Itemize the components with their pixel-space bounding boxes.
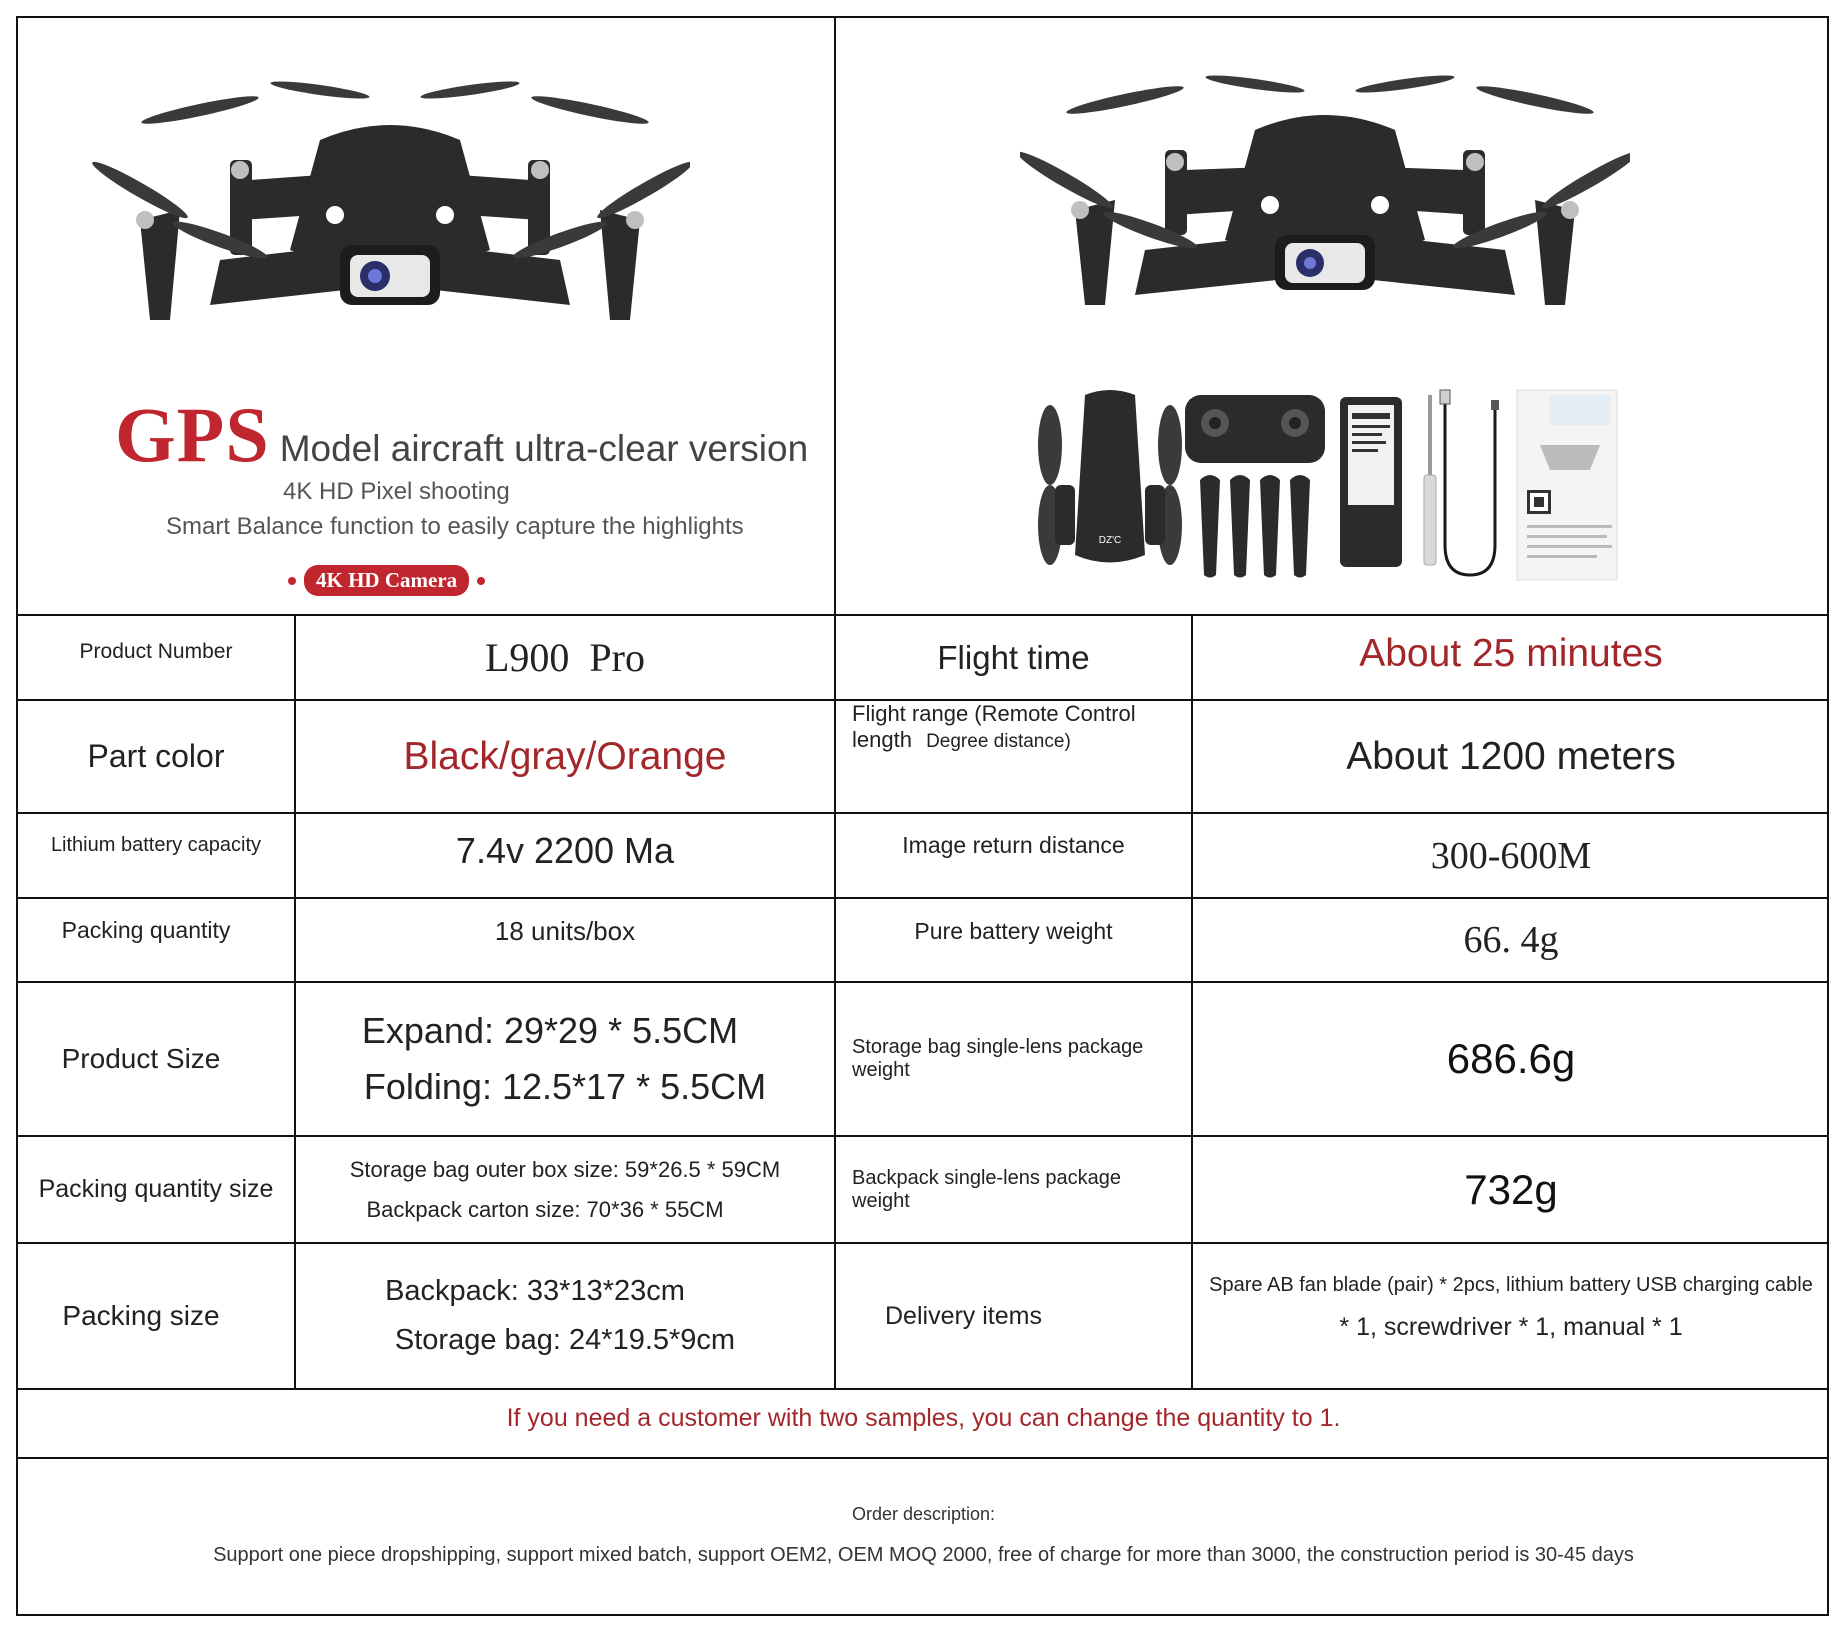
storage-bag-weight-label: Storage bag single-lens package weight xyxy=(852,1036,1144,1081)
flight-time-value: About 25 minutes xyxy=(1359,632,1663,675)
badge-dot xyxy=(288,577,296,585)
spare-propellers xyxy=(1200,475,1310,578)
product-size-label: Product Size xyxy=(61,1043,221,1074)
delivery-items-label: Delivery items xyxy=(885,1301,1042,1330)
product-number-value: L900 Pro xyxy=(485,635,645,680)
package-contents-image xyxy=(1030,385,1620,585)
product-size-value xyxy=(296,983,834,1135)
packing-quantity-size-value xyxy=(296,1137,834,1242)
flight-range-value: About 1200 meters xyxy=(1346,734,1676,778)
delivery-items-value xyxy=(1193,1244,1829,1388)
storage-bag-weight-value: 686.6g xyxy=(1446,1035,1576,1082)
product-number-label: Product Number xyxy=(79,640,233,663)
flight-range-label-length: length xyxy=(852,727,912,752)
screwdriver xyxy=(1424,395,1436,565)
battery-weight-label: Pure battery weight xyxy=(914,917,1113,944)
battery-capacity-label: Lithium battery capacity xyxy=(50,834,262,856)
order-description-title: Order description: xyxy=(851,1503,996,1524)
flight-range-label-line1: Flight range (Remote Control xyxy=(852,701,1136,726)
packing-size-label: Packing size xyxy=(62,1300,220,1331)
part-color-label: Part color xyxy=(87,738,225,774)
usb-cable xyxy=(1445,400,1495,575)
battery-capacity-value: 7.4v 2200 Ma xyxy=(455,829,675,871)
storage-bag-size: Storage bag: 24*19.5*9cm xyxy=(394,1324,736,1356)
drone-image xyxy=(90,70,690,370)
delivery-items-line1: Spare AB fan blade (pair) * 2pcs, lithium battery USB charging cable xyxy=(1209,1274,1813,1296)
storage-box-size: Storage bag outer box size: 59*26.5 * 59CM xyxy=(349,1156,781,1182)
hero-title xyxy=(115,390,808,480)
packing-quantity-value: 18 units/box xyxy=(494,915,636,946)
flight-range-label-degree: Degree distance) xyxy=(926,731,1071,752)
battery xyxy=(1340,397,1402,567)
order-description-text: Support one piece dropshipping, support mixed batch, support OEM2, OEM MOQ 2000, free of charge for more than 3000, the construction period is 30-45 days xyxy=(213,1543,1634,1566)
sample-notice: If you need a customer with two samples, you can change the quantity to 1. xyxy=(506,1404,1341,1432)
flight-range-label-line2 xyxy=(852,727,1071,753)
backpack-weight-value: 732g xyxy=(1464,1165,1558,1213)
product-size-expand: Expand: 29*29 * 5.5CM xyxy=(361,1010,739,1051)
packing-quantity-label: Packing quantity xyxy=(61,916,231,943)
manual xyxy=(1517,390,1617,580)
flight-time-label: Flight time xyxy=(937,638,1090,676)
image-return-label: Image return distance xyxy=(902,832,1125,858)
part-color-value: Black/gray/Orange xyxy=(403,734,727,778)
image-return-value: 300-600M xyxy=(1430,834,1592,877)
delivery-items-line2: * 1, screwdriver * 1, manual * 1 xyxy=(1339,1313,1683,1341)
camera-badge-label: 4K HD Camera xyxy=(304,565,469,596)
gps-text: GPS xyxy=(115,391,270,478)
hero-subtitle-2: Smart Balance function to easily capture the highlights xyxy=(166,513,744,540)
backpack-carton-size: Backpack carton size: 70*36 * 55CM xyxy=(366,1196,724,1222)
remote-controller xyxy=(1185,395,1325,463)
grid-line xyxy=(16,1457,1829,1459)
hero-model-text: Model aircraft ultra-clear version xyxy=(279,428,809,469)
backpack-size: Backpack: 33*13*23cm xyxy=(385,1275,685,1307)
hero-subtitle-1: 4K HD Pixel shooting xyxy=(283,478,510,505)
camera-badge xyxy=(288,565,485,596)
packing-quantity-size-label: Packing quantity size xyxy=(38,1175,274,1203)
drone-image xyxy=(1020,70,1630,330)
packing-size-value xyxy=(296,1244,834,1388)
flight-range-label xyxy=(836,701,1191,812)
battery-weight-value: 66. 4g xyxy=(1463,919,1559,961)
backpack-weight-label: Backpack single-lens package weight xyxy=(852,1166,1122,1212)
pack-logo: DZ'C xyxy=(1098,535,1122,546)
product-size-folding: Folding: 12.5*17 * 5.5CM xyxy=(363,1066,767,1107)
badge-dot xyxy=(477,577,485,585)
